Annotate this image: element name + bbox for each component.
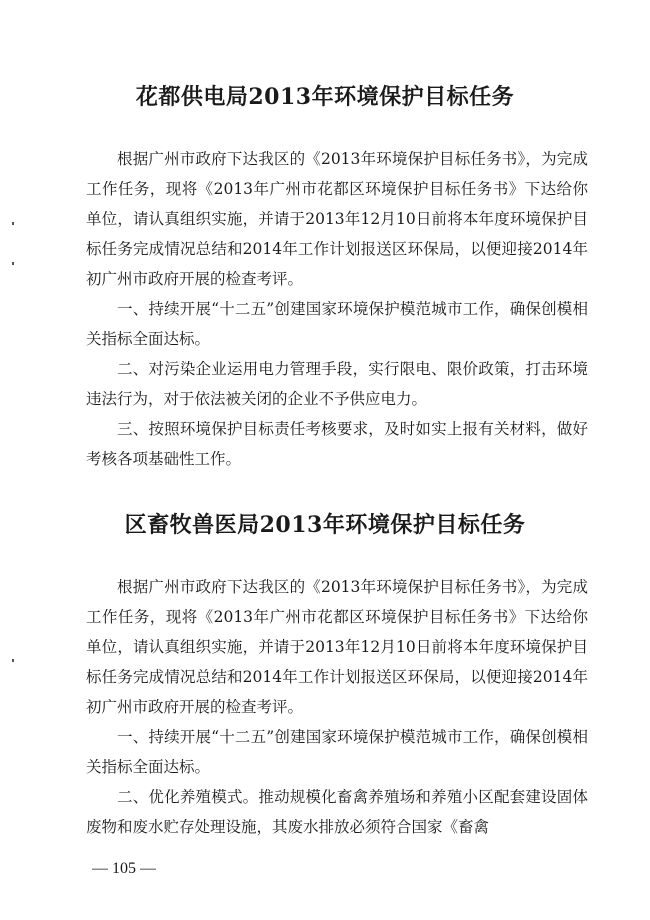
binding-hole-mark	[12, 222, 14, 225]
paragraph-item-2: 二、优化养殖模式。推动规模化畜禽养殖场和养殖小区配套建设固体废物和废水贮存处理设施，其废水排放必须符合国家《畜禽	[86, 788, 588, 836]
section-body-animal-husbandry	[86, 572, 588, 842]
section-title-animal-husbandry: 区畜牧兽医局2013年环境保护目标任务	[124, 512, 526, 538]
section-body-power-bureau	[86, 144, 588, 474]
section-title-power-bureau: 花都供电局2013年环境保护目标任务	[135, 84, 515, 110]
page-number: — 105 —	[92, 860, 156, 877]
paragraph-intro: 根据广州市政府下达我区的《2013年环境保护目标任务书》，为完成工作任务，现将《2013年广州市花都区环境保护目标任务书》下达给你单位，请认真组织实施，并请于2013年12月10日前将本年度环境保护目标任务完成情况总结和2014年工作计划报送区环保局，以便迎接2014年初广州市政府开展的检查考评。	[86, 150, 588, 288]
paragraph-item-2: 二、对污染企业运用电力管理手段，实行限电、限价政策，打击环境违法行为，对于依法被关闭的企业不予供应电力。	[86, 360, 588, 408]
paragraph-intro: 根据广州市政府下达我区的《2013年环境保护目标任务书》，为完成工作任务，现将《2013年广州市花都区环境保护目标任务书》下达给你单位，请认真组织实施，并请于2013年12月10日前将本年度环境保护目标任务完成情况总结和2014年工作计划报送区环保局，以便迎接2014年初广州市政府开展的检查考评。	[86, 578, 588, 716]
paragraph-item-3: 三、按照环境保护目标责任考核要求，及时如实上报有关材料，做好考核各项基础性工作。	[86, 420, 588, 468]
paragraph-item-1: 一、持续开展“十二五”创建国家环境保护模范城市工作，确保创模相关指标全面达标。	[86, 728, 588, 776]
binding-hole-mark	[12, 659, 14, 662]
paragraph-item-1: 一、持续开展“十二五”创建国家环境保护模范城市工作，确保创模相关指标全面达标。	[86, 300, 588, 348]
binding-hole-mark	[12, 262, 14, 265]
